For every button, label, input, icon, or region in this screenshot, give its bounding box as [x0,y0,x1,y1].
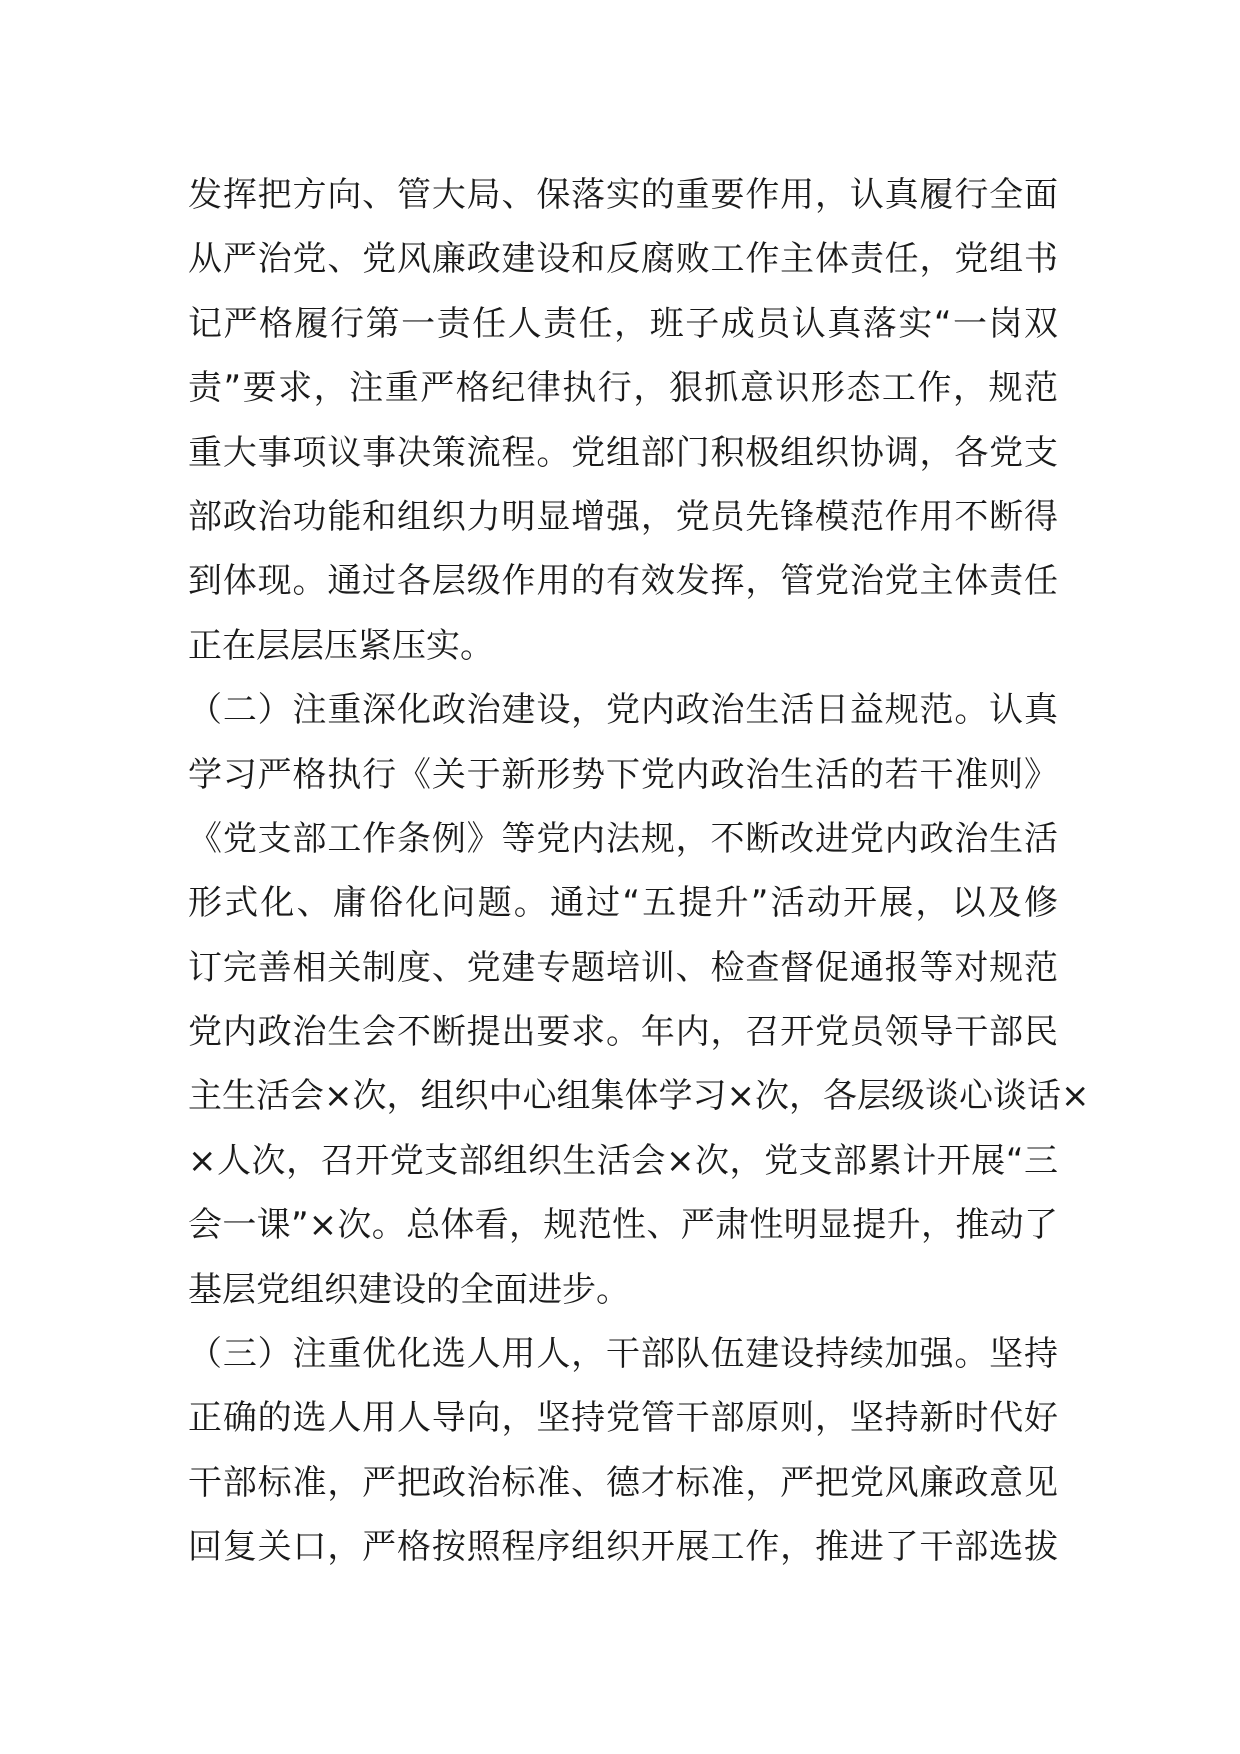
text-line: 形式化、庸俗化问题。通过“五提升”活动开展，以及修 [188,883,1058,924]
document-body [188,163,1090,1580]
text-line: 《党支部工作条例》等党内法规，不断改进党内政治生活 [188,818,1058,859]
text-line: 主生活会×次，组织中心组集体学习×次，各层级谈心谈话× [188,1076,1090,1117]
text-line: 学习严格执行《关于新形势下党内政治生活的若干准则》 [188,754,1058,795]
text-line: 正确的选人用人导向，坚持党管干部原则，坚持新时代好 [188,1398,1058,1439]
text-line: ×人次，召开党支部组织生活会×次，党支部累计开展“三 [188,1140,1058,1181]
text-line: 到体现。通过各层级作用的有效发挥，管党治党主体责任 [188,561,1058,602]
text-line: 党内政治生会不断提出要求。年内，召开党员领导干部民 [188,1012,1058,1053]
text-line: 发挥把方向、管大局、保落实的重要作用，认真履行全面 [188,175,1058,215]
text-line: 部政治功能和组织力明显增强，党员先锋模范作用不断得 [188,496,1058,537]
text-line: 重大事项议事决策流程。党组部门积极组织协调，各党支 [188,432,1058,473]
text-line: 责”要求，注重严格纪律执行，狠抓意识形态工作，规范 [188,368,1058,409]
paragraph-end-line: 基层党组织建设的全面进步。 [188,1269,630,1310]
section-heading-line: （三）注重优化选人用人，干部队伍建设持续加强。坚持 [188,1334,1058,1375]
text-line: 会一课”×次。总体看，规范性、严肃性明显提升，推动了 [188,1205,1058,1246]
paragraph-end-line: 正在层层压紧压实。 [188,625,494,666]
text-line: 记严格履行第一责任人责任，班子成员认真落实“一岗双 [188,303,1058,344]
text-line: 干部标准，严把政治标准、德才标准，严把党风廉政意见 [188,1462,1058,1503]
text-line: 回复关口，严格按照程序组织开展工作，推进了干部选拔 [188,1527,1058,1568]
section-heading-line: （二）注重深化政治建设，党内政治生活日益规范。认真 [188,690,1058,731]
text-line: 从严治党、党风廉政建设和反腐败工作主体责任，党组书 [188,239,1058,280]
text-line: 订完善相关制度、党建专题培训、检查督促通报等对规范 [188,947,1058,988]
